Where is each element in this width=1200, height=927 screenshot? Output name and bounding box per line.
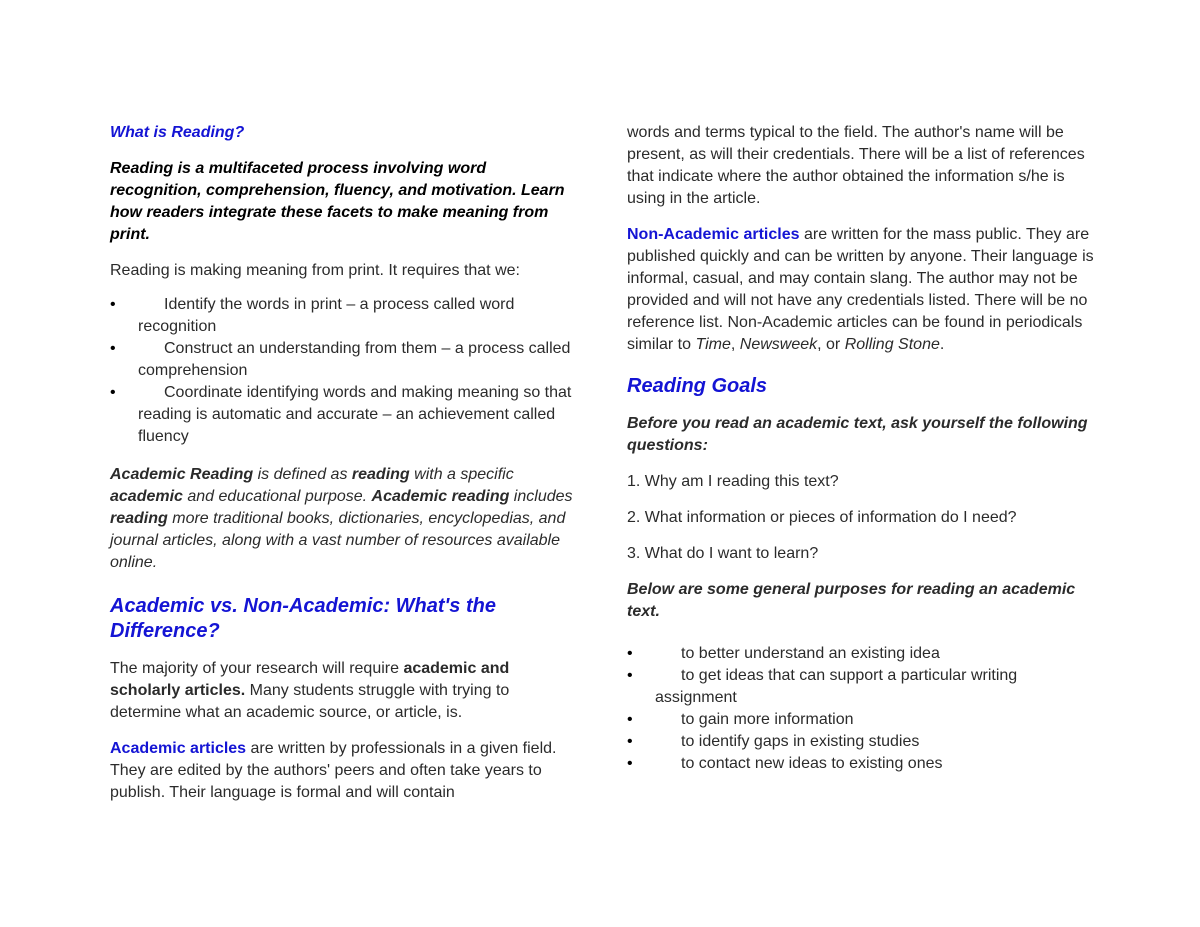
academic-reading-definition: Academic Reading is defined as reading with a specific academic and educational purpose. Academic reading includes reading more traditional books, dictionaries, encyclopedias, and journal articles, along with a vast number of resources available online. — [110, 466, 573, 571]
bullet-icon: • — [627, 711, 633, 728]
question-item: 2. What information or pieces of information do I need? — [627, 509, 1017, 526]
right-column — [627, 122, 1097, 791]
list-item: • to better understand an existing idea — [627, 643, 1097, 665]
list-item: • to identify gaps in existing studies — [627, 731, 1097, 753]
bullet-icon: • — [110, 384, 116, 401]
reading-requirements-list — [110, 294, 580, 448]
question-item: 3. What do I want to learn? — [627, 545, 819, 562]
list-item: • Construct an understanding from them – a process called comprehension — [110, 340, 571, 379]
list-item: • Coordinate identifying words and making meaning so that reading is automatic and accurate – an achievement called fluency — [110, 384, 572, 445]
reading-lead-paragraph: Reading is a multifaceted process involving word recognition, comprehension, fluency, and motivation. Learn how readers integrate these facets to make meaning from print. — [110, 160, 565, 243]
bullet-icon: • — [110, 296, 116, 313]
list-item: • to get ideas that can support a particular writing assignment — [627, 667, 1018, 706]
purposes-list — [627, 643, 1097, 775]
purposes-lead: Below are some general purposes for reading an academic text. — [627, 581, 1076, 620]
question-item: 1. Why am I reading this text? — [627, 473, 839, 490]
what-is-reading-heading: What is Reading? — [110, 124, 245, 141]
list-item: • Identify the words in print – a process called word recognition — [110, 296, 515, 335]
majority-paragraph: The majority of your research will require academic and scholarly articles. Many students struggle with trying to determine what an academic source, or article, is. — [110, 660, 510, 721]
goals-lead: Before you read an academic text, ask yourself the following questions: — [627, 415, 1088, 454]
left-column — [110, 122, 580, 818]
bullet-icon: • — [627, 733, 633, 750]
list-item: • to contact new ideas to existing ones — [627, 753, 1097, 775]
list-item: • to gain more information — [627, 709, 1097, 731]
bullet-icon: • — [627, 667, 633, 684]
bullet-icon: • — [110, 340, 116, 357]
reading-goals-title: Reading Goals — [627, 375, 768, 397]
academic-articles-continued: words and terms typical to the field. The author's name will be present, as will their credentials. There will be a list of references that indicate where the author obtained the information s/he is using in the article. — [627, 124, 1085, 207]
bullet-icon: • — [627, 645, 633, 662]
bullet-icon: • — [627, 755, 633, 772]
academic-articles-paragraph: Academic articles are written by professionals in a given field. They are edited by the authors' peers and often take years to publish. Their language is formal and will contain — [110, 740, 557, 801]
non-academic-paragraph: Non-Academic articles are written for the mass public. They are published quickly and can be written by anyone. Their language is informal, casual, and may contain slang. The author may not be provided and will not have any credentials listed. There will be no reference list. Non-Academic articles can be found in periodicals similar to Time, Newsweek, or Rolling Stone. — [627, 226, 1094, 353]
reading-intro: Reading is making meaning from print. It requires that we: — [110, 262, 520, 279]
academic-vs-nonacademic-title: Academic vs. Non-Academic: What's the Difference? — [110, 595, 496, 642]
